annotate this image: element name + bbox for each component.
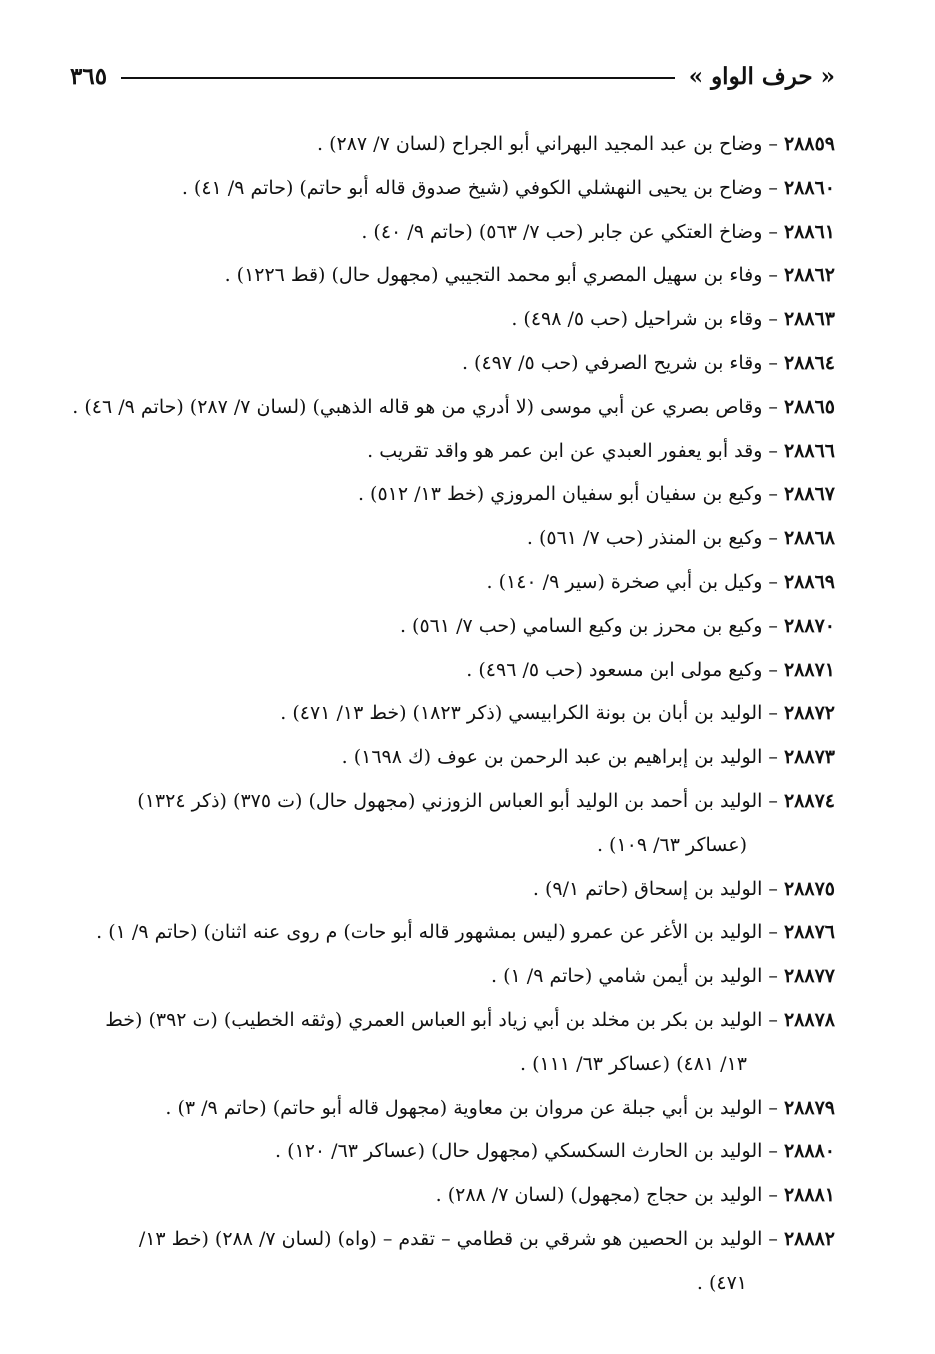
entry-text: – وقاص بصري عن أبي موسى (لا أدري من هو قاله الذهبي) (لسان ٧/ ٢٨٧) (حاتم ٩/ ٤٦) . <box>72 395 778 418</box>
entry-number: ٢٨٨٧٦ <box>783 921 835 944</box>
header-rule <box>121 77 675 79</box>
entry <box>62 605 835 649</box>
entry-text: – الوليد بن أيمن شامي (حاتم ٩/ ١) . <box>491 965 778 988</box>
entry-text: – وكيع بن المنذر (حب ٧/ ٥٦١) . <box>526 527 778 550</box>
entry <box>62 473 835 517</box>
entry <box>62 911 835 955</box>
entry-text: – وكيل بن أبي صخرة (سير ٩/ ١٤٠) . <box>486 570 778 593</box>
entry-text: – وقاء بن شراحيل (حب ٥/ ٤٩٨) . <box>511 308 778 331</box>
entry-number: ٢٨٨٥٩ <box>783 133 835 155</box>
entry <box>62 1218 835 1306</box>
entry <box>62 517 835 561</box>
entry-continuation: (عساكر ٦٣/ ١٠٩) . <box>596 833 747 856</box>
entry-text: – الوليد بن حجاج (مجهول) (لسان ٧/ ٢٨٨) . <box>435 1184 778 1207</box>
entry-number: ٢٨٨٧٩ <box>783 1096 835 1119</box>
entry <box>62 1087 835 1131</box>
entry-text: – الوليد بن الحارث السكسكي (مجهول حال) (عساكر ٦٣/ ١٢٠) . <box>275 1140 778 1163</box>
entry-text: – الوليد بن الأغر عن عمرو (ليس بمشهور قاله أبو حات) م روى عنه اثنان) (حاتم ٩/ ١) . <box>96 921 778 944</box>
entry-number: ٢٨٨٦١ <box>783 220 835 243</box>
entry <box>62 342 835 386</box>
entry <box>62 561 835 605</box>
entry-number: ٢٨٨٦٤ <box>783 351 835 374</box>
entry-text: – وكيع بن محرز بن وكيع السامي (حب ٧/ ٥٦١) . <box>399 614 778 637</box>
entry <box>62 999 835 1087</box>
entry-number: ٢٨٨٧٨ <box>783 1008 835 1031</box>
entry <box>62 254 835 298</box>
entry <box>62 430 835 474</box>
entry <box>62 167 835 211</box>
entry <box>62 649 835 693</box>
entry-number: ٢٨٨٧٤ <box>783 789 835 812</box>
entry <box>62 386 835 430</box>
entry-text: – وقاء بن شريح الصرفي (حب ٥/ ٤٩٧) . <box>461 351 778 374</box>
entry-continuation: ١٣/ ٤٨١) (عساكر ٦٣/ ١١١) . <box>519 1052 747 1075</box>
entry-text: – وكيع بن سفيان أبو سفيان المروزي (خط ١٣/ ٥١٢) . <box>357 483 778 506</box>
entry <box>62 298 835 342</box>
entry-text: – الوليد بن أبي جبلة عن مروان بن معاوية (مجهول قاله أبو حاتم) (حاتم ٩/ ٣) . <box>165 1096 778 1119</box>
entry-text: – الوليد بن إسحاق (حاتم ٩/١) . <box>532 877 778 900</box>
entry-number: ٢٨٨٦٥ <box>783 395 835 418</box>
entry-text: – الوليد بن أبان بن بونة الكرابيسي (ذكر ١٨٢٣) (خط ١٣/ ٤٧١) . <box>280 702 778 725</box>
entry-number: ٢٨٨٦٣ <box>783 308 835 331</box>
entry-number: ٢٨٨٦٧ <box>783 483 835 506</box>
entry <box>62 1174 835 1218</box>
entry-number: ٢٨٨٦٦ <box>783 439 835 462</box>
entry-text: – الوليد بن أحمد بن الوليد أبو العباس الزوزني (مجهول حال) (ت ٣٧٥) (ذكر ١٣٢٤) <box>137 789 778 812</box>
entry-text: – وقد أبو يعفور العبدي عن ابن عمر هو واقد تقريب . <box>367 439 778 462</box>
entry-number: ٢٨٨٦٢ <box>783 264 835 287</box>
chapter-title: « حرف الواو » <box>688 62 835 90</box>
entry <box>62 736 835 780</box>
entry-number: ٢٨٨٧٠ <box>783 614 835 637</box>
page-header <box>70 58 835 94</box>
entry <box>62 692 835 736</box>
entry <box>62 1130 835 1174</box>
entry-number: ٢٨٨٧٢ <box>783 702 835 725</box>
entry <box>62 780 835 868</box>
entry-text: – الوليد بن بكر بن مخلد بن أبي زياد أبو العباس العمري (وثقه الخطيب) (ت ٣٩٢) (خط <box>105 1008 778 1031</box>
entry-text: – الوليد بن الحصين هو شرقي بن قطامي – تقدم – (واه) (لسان ٧/ ٢٨٨) (خط ١٣/ <box>138 1227 778 1250</box>
entry-text: – الوليد بن إبراهيم بن عبد الرحمن بن عوف (ك ١٦٩٨) . <box>341 746 778 769</box>
entry-text: – وضاح بن عبد المجيد البهراني أبو الجراح (لسان ٧/ ٢٨٧) . <box>317 133 778 155</box>
entry-number: ٢٨٨٨١ <box>783 1184 835 1207</box>
entry-number: ٢٨٨٧٥ <box>783 877 835 900</box>
entry-number: ٢٨٨٨٠ <box>783 1140 835 1163</box>
entry-number: ٢٨٨٧١ <box>783 658 835 681</box>
entry-number: ٢٨٨٧٣ <box>783 746 835 769</box>
entry-continuation: ٤٧١) . <box>696 1271 747 1294</box>
entry-text: – وضاح بن يحيى النهشلي الكوفي (شيخ صدوق قاله أبو حاتم) (حاتم ٩/ ٤١) . <box>181 176 778 199</box>
entry-text: – وفاء بن سهيل المصري أبو محمد التجيبي (مجهول حال) (قط ١٢٢٦) . <box>224 264 778 287</box>
entry-number: ٢٨٨٧٧ <box>783 965 835 988</box>
page-number: ٣٦٥ <box>70 62 108 90</box>
entry-number: ٢٨٨٨٢ <box>783 1227 835 1250</box>
entry-number: ٢٨٨٦٠ <box>783 176 835 199</box>
entry-text: – وكيع مولى ابن مسعود (حب ٥/ ٤٩٦) . <box>466 658 778 681</box>
entry-number: ٢٨٨٦٩ <box>783 570 835 593</box>
entry-list <box>62 123 835 1306</box>
entry <box>62 955 835 999</box>
entry <box>62 123 835 167</box>
entry <box>62 211 835 255</box>
entry-number: ٢٨٨٦٨ <box>783 527 835 550</box>
entry <box>62 868 835 912</box>
entry-text: – وضاخ العتكي عن جابر (حب ٧/ ٥٦٣) (حاتم ٩/ ٤٠) . <box>361 220 778 243</box>
